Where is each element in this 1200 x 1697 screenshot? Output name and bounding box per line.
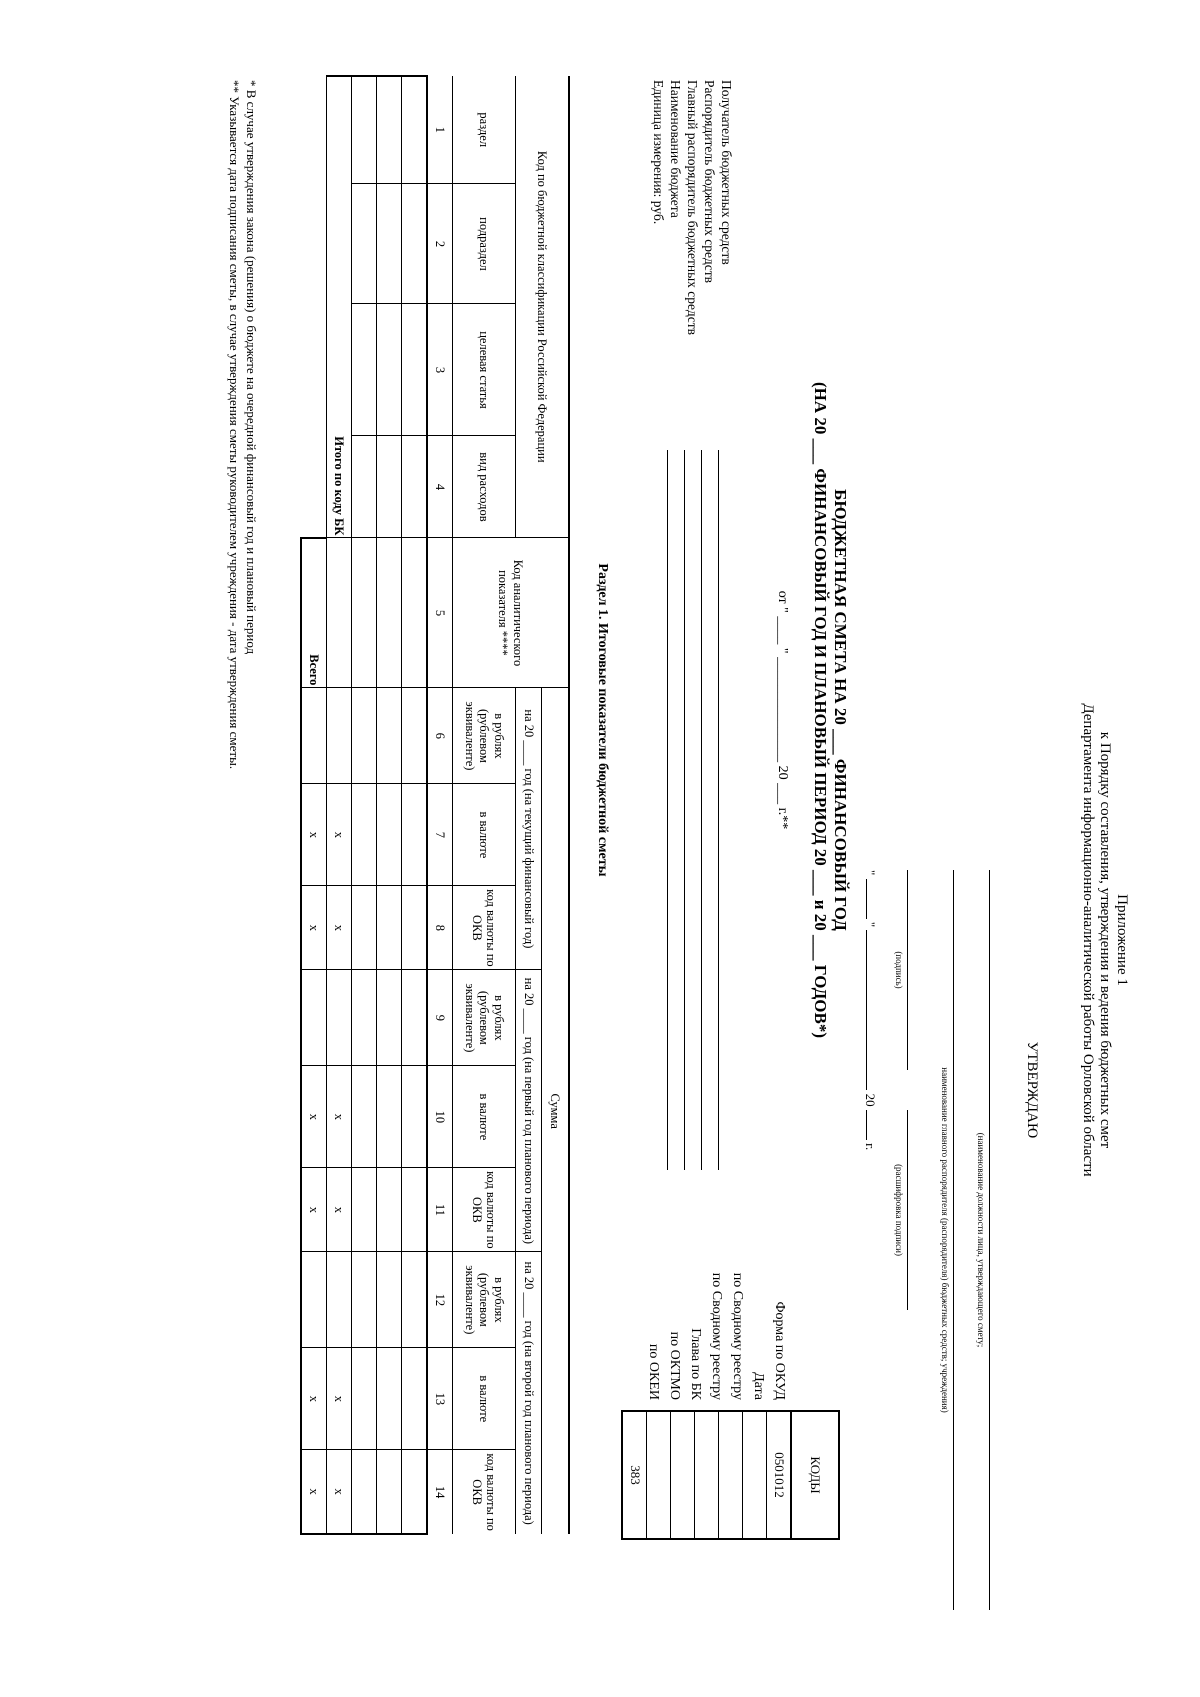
appendix-header <box>1079 590 1130 1290</box>
caption-position: (наименование должности лица, утверждающего смету; <box>976 1132 986 1348</box>
col-razdel: раздел <box>453 76 516 184</box>
field-main-manager: Главный распорядитель бюджетных средств <box>685 80 700 335</box>
code-label-oktmo: по ОКТМО <box>667 1331 682 1400</box>
code-okud: 0501012 <box>767 1411 792 1539</box>
caption-decode: (расшифровка подписи) <box>894 1164 904 1256</box>
total-bk-label: Итого по коду БК <box>327 76 352 538</box>
document-title: БЮДЖЕТНАЯ СМЕТА НА 20 ___ ФИНАНСОВЫЙ ГОД (НА 20 ___ ФИНАНСОВЫЙ ГОД И ПЛАНОВЫЙ ПЕРИОД 20 ___ и 20 ___ ГОДОВ*) <box>811 382 850 1038</box>
code-label-okud: Форма по ОКУД <box>772 1301 787 1400</box>
col-okv: код валюты по ОКВ <box>453 1450 516 1534</box>
col-val: в валюте <box>453 1348 516 1450</box>
codes-labels <box>643 1190 790 1400</box>
field-manager: Распорядитель бюджетных средств <box>702 80 717 283</box>
table-row <box>377 76 402 1534</box>
col-podrazdel: подраздел <box>453 184 516 304</box>
code-date <box>743 1411 767 1539</box>
title-date: от " ____ " _______________ 20 ___ г.** <box>775 590 790 830</box>
code-label-registry: по Сводному реестру <box>709 1272 724 1400</box>
col-okv: код валюты по ОКВ <box>453 1168 516 1252</box>
col-rub: в рублях (рублевом эквиваленте) <box>453 688 516 784</box>
document-page <box>20 70 1140 1630</box>
col-rub: в рублях (рублевом эквиваленте) <box>453 970 516 1066</box>
code-label-bk: Глава по БК <box>688 1328 703 1400</box>
appendix-line: Департамента информационно-аналитической работы Орловской области <box>1080 703 1096 1177</box>
col-val: в валюте <box>453 784 516 886</box>
code-header: Код аналитического показателя **** <box>453 538 570 688</box>
code-oktmo <box>647 1411 671 1539</box>
appendix-line: к Порядку составления, утверждения и ведения бюджетных смет <box>1097 731 1113 1149</box>
code-registry <box>719 1411 743 1539</box>
period-current: на 20 ____ год (на текущий финансовый год) <box>516 688 543 970</box>
field-recipient: Получатель бюджетных средств <box>719 80 734 265</box>
code-okei: 383 <box>622 1411 647 1539</box>
table-row <box>402 76 428 1534</box>
footnote-1: * В случае утверждения закона (решения) о бюджете на очередной финансовый год и плановый период <box>244 80 259 655</box>
codes-table <box>621 1410 840 1540</box>
period-first: на 20 ____ год (на первый год планового периода) <box>516 970 543 1252</box>
code-label-okei: по ОКЕИ <box>646 1343 661 1400</box>
column-numbers-row: 1 2 3 4 5 6 7 8 9 10 11 12 13 14 <box>427 76 453 1534</box>
field-unit: Единица измерения: руб. <box>651 80 666 225</box>
approve-date: " " 20 г. <box>863 870 878 1151</box>
total-all-label: Всего <box>301 538 327 688</box>
code-label-registry: по Сводному реестру <box>730 1272 745 1400</box>
section-title: Раздел 1. Итоговые показатели бюджетной сметы <box>595 563 610 877</box>
bk-header: Код по бюджетной классификации Российской Федерации <box>516 76 570 538</box>
footnotes <box>226 80 260 1480</box>
col-cel: целевая статья <box>453 304 516 436</box>
total-all-row: Всего x x x x x x <box>301 76 327 1534</box>
col-rub: в рублях (рублевом эквиваленте) <box>453 1252 516 1348</box>
sum-header: Сумма <box>542 688 569 1534</box>
period-second: на 20 ____ год (на второй год планового периода) <box>516 1252 543 1534</box>
appendix-number: Приложение 1 <box>1114 894 1130 986</box>
col-okv: код валюты по ОКВ <box>453 886 516 970</box>
field-budget-name: Наименование бюджета <box>668 80 683 218</box>
code-bk <box>671 1411 695 1539</box>
col-vid: вид расходов <box>453 436 516 538</box>
footnote-2: ** Указывается дата подписания сметы, в случае утверждения сметы руководителем учреждения - дата утверждения сметы. <box>227 80 242 770</box>
table-row <box>352 76 377 1534</box>
fields-labels <box>650 80 735 480</box>
code-registry <box>695 1411 719 1539</box>
code-label-date: Дата <box>751 1372 766 1400</box>
budget-table <box>300 75 570 1535</box>
caption-org: наименование главного распорядителя (распорядителя) бюджетных средств; учреждения) <box>940 1067 950 1413</box>
total-bk-row: Итого по коду БК x x x x x x <box>327 76 352 1534</box>
col-val: в валюте <box>453 1066 516 1168</box>
caption-signature: (подпись) <box>894 951 904 989</box>
approve-heading: УТВЕРЖДАЮ <box>1024 1041 1040 1139</box>
codes-header: КОДЫ <box>791 1411 839 1539</box>
